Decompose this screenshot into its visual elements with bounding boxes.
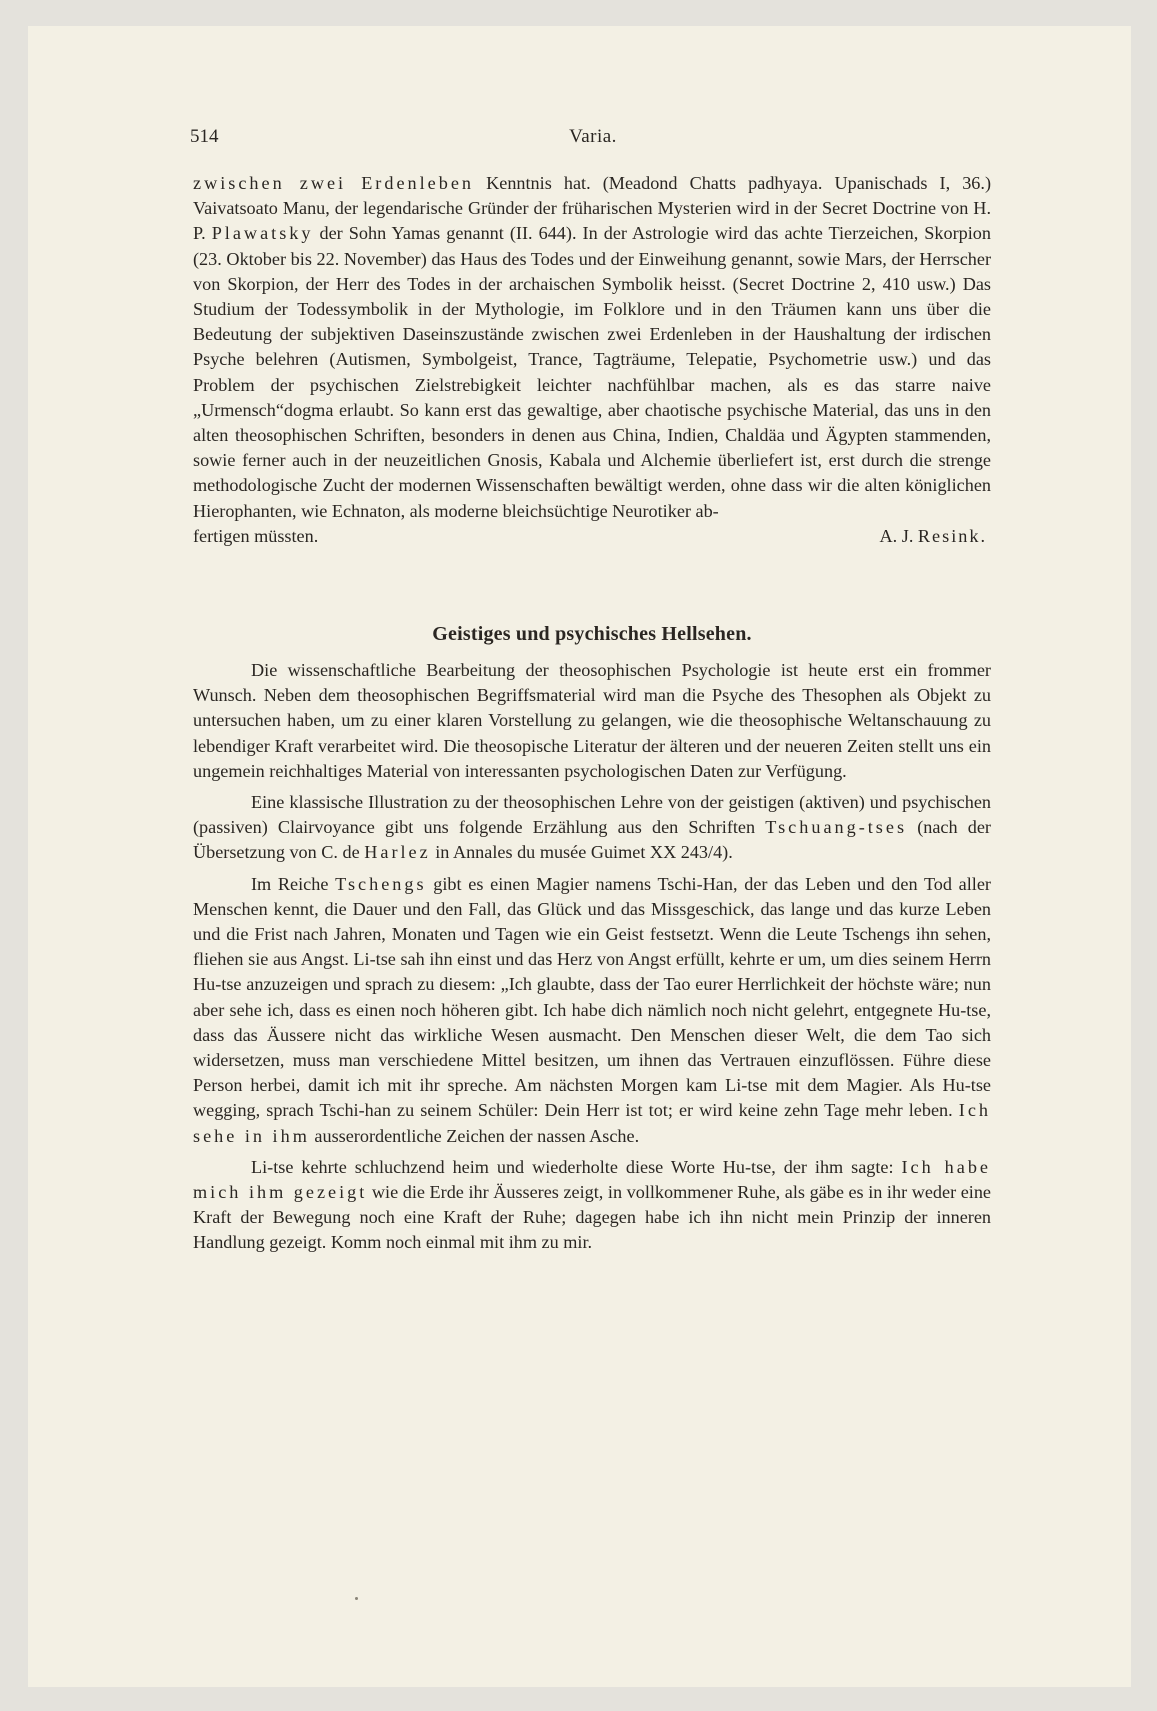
body-text: Die wissenschaftliche Bearbeitung der theosophischen Psychologie ist heute erst ein frommer Wunsch. Neben dem theosophischen Begriffsmaterial wird man die Psyche des Thesophen als Objekt zu untersuchen haben, um zu einer klaren Vorstellung zu gelangen, wie die theosophische Weltanschauung zu lebendiger Kraft verarbeitet wird. Die theosopische Literatur der älteren und der neueren Zeiten stellt uns ein ungemein reichhaltiges Material von interessanten psychologischen Daten zur Verfügung. bbox=[193, 660, 991, 781]
body-text: Eine klassische Illustration zu der theosophischen Lehre von der geistigen (aktiven) und psychischen (passiven) Clairvoyance gibt uns folgende Erzählung aus den Schriften bbox=[193, 792, 991, 838]
page-number: 514 bbox=[190, 126, 219, 147]
signature-name: Resink. bbox=[917, 525, 987, 546]
paragraph bbox=[193, 658, 991, 784]
body-text-last-line: fertigen müssten. bbox=[193, 525, 319, 546]
section-heading: Geistiges und psychisches Hellsehen. bbox=[432, 623, 752, 645]
body-text: der Sohn Yamas genannt (II. 644). In der Astrologie wird das achte Tierzeichen, Skorpion (23. Oktober bis 22. November) das Haus des Todes und der Einweihung genannt, sowie Mars, der Herrscher von Skorpion, der Herr des Todes in der archaischen Symbolik heisst. (Secret Doctrine 2, 410 usw.) Das Studium der Todessymbolik in der Mythologie, im Folklore und in den Träumen kann uns über die Bedeutung der subjektiven Daseinszustände zwischen zwei Erdenleben in der Haushaltung der irdischen Psyche belehren (Autismen, Symbolgeist, Trance, Tagträume, Telepatie, Psychometrie usw.) und das Problem der psychischen Zielstrebigkeit leichter nachfühlbar machen, als es das starre naive „Urmensch“dogma erlaubt. So kann erst das gewaltige, aber chaotische psychische Material, das uns in den alten theosophischen Schriften, besonders in denen aus China, Indien, Chaldäa und Ägypten stammenden, sowie ferner auch in der neuzeitlichen Gnosis, Kabala und Alchemie überliefert ist, erst durch die strenge methodologische Zucht der modernen Wissenschaften bewältigt werden, ohne dass wir die alten königlichen Hierophanten, wie Echnaton, als moderne bleichsüchtige Neurotiker ab- bbox=[193, 223, 991, 521]
emphasis-text: zwischen zwei Erdenleben bbox=[193, 173, 475, 193]
body-text: Kenntnis hat. (Meadond Chatts padhyaya. Upanischads I, 36.) Vaivatsoato Manu, der legendarische Gründer der früharischen Mysterien wird in der Secret Doctrine von H. P. bbox=[193, 173, 991, 244]
emphasis-text: Ich sehe in ihm bbox=[193, 1100, 991, 1146]
running-head bbox=[190, 126, 996, 150]
body-text: Im Reiche bbox=[251, 873, 336, 894]
running-title: Varia. bbox=[569, 126, 617, 147]
emphasis-text: Ich habe mich ihm gezeigt bbox=[193, 1156, 991, 1203]
author-name-emphasis: Tschuang-tses bbox=[765, 817, 908, 838]
body-text: (nach der Übersetzung von C. de bbox=[193, 817, 991, 863]
body-text: ausserordentliche Zeichen der nassen Asche. bbox=[309, 1125, 640, 1146]
closing-line bbox=[193, 524, 991, 549]
paragraph bbox=[193, 872, 991, 1149]
continued-paragraph bbox=[193, 171, 991, 549]
emphasis-text: Tschengs bbox=[335, 873, 427, 894]
body-text: wie die Erde ihr Äusseres zeigt, in vollkommener Ruhe, als gäbe es in ihr weder eine Kraft der Bewegung noch eine Kraft der Ruhe; dagegen habe ich ihn nicht mein Prinzip der inneren Handlung gezeigt. Komm noch einmal mit ihm zu mir. bbox=[193, 1182, 992, 1253]
author-name-emphasis: Harlez bbox=[364, 842, 431, 863]
body-text: Li-tse kehrte schluchzend heim und wiederholte diese Worte Hu-tse, der ihm sagte: bbox=[251, 1156, 902, 1177]
paragraph bbox=[193, 790, 991, 866]
section-body bbox=[193, 658, 991, 1256]
signature bbox=[880, 524, 991, 549]
body-text: in Annales du musée Guimet XX 243/4). bbox=[430, 842, 733, 863]
author-name-emphasis: Plawatsky bbox=[211, 223, 314, 244]
signature-initials: A. J. bbox=[879, 525, 918, 546]
body-text: gibt es einen Magier namens Tschi-Han, der das Leben und den Tod aller Menschen kennt, die Dauer und den Fall, das Glück und das Missgeschick, das lange und das kurze Leben und die Frist nach Jahren, Monaten und Tagen wie ein Geist festsetzt. Wenn die Leute Tschengs ihn sehen, fliehen sie aus Angst. Li-tse sah ihn einst und das Herz von Angst erfüllt, kehrte er um, um dies seinem Herrn Hu-tse anzuzeigen und sprach zu diesem: „Ich glaubte, dass der Tao eurer Herrlichkeit der höchste wäre; nun aber sehe ich, dass es einen noch höheren gibt. Ich habe dich nämlich noch nicht gelehrt, entgegnete Hu-tse, dass das Äussere nicht das wirkliche Wesen ausmacht. Den Menschen dieser Welt, die dem Tao sich widersetzen, muss man verschiedene Mittel besitzen, um ihnen das Vertrauen einzuflössen. Führe diese Person herbei, damit ich mit ihr spreche. Am nächsten Morgen kam Li-tse mit dem Magier. Als Hu-tse wegging, sprach Tschi-han zu seinem Schüler: Dein Herr ist tot; er wird keine zehn Tage mehr leben. bbox=[193, 873, 991, 1121]
paragraph bbox=[193, 1155, 991, 1256]
paper-speck bbox=[355, 1597, 358, 1600]
